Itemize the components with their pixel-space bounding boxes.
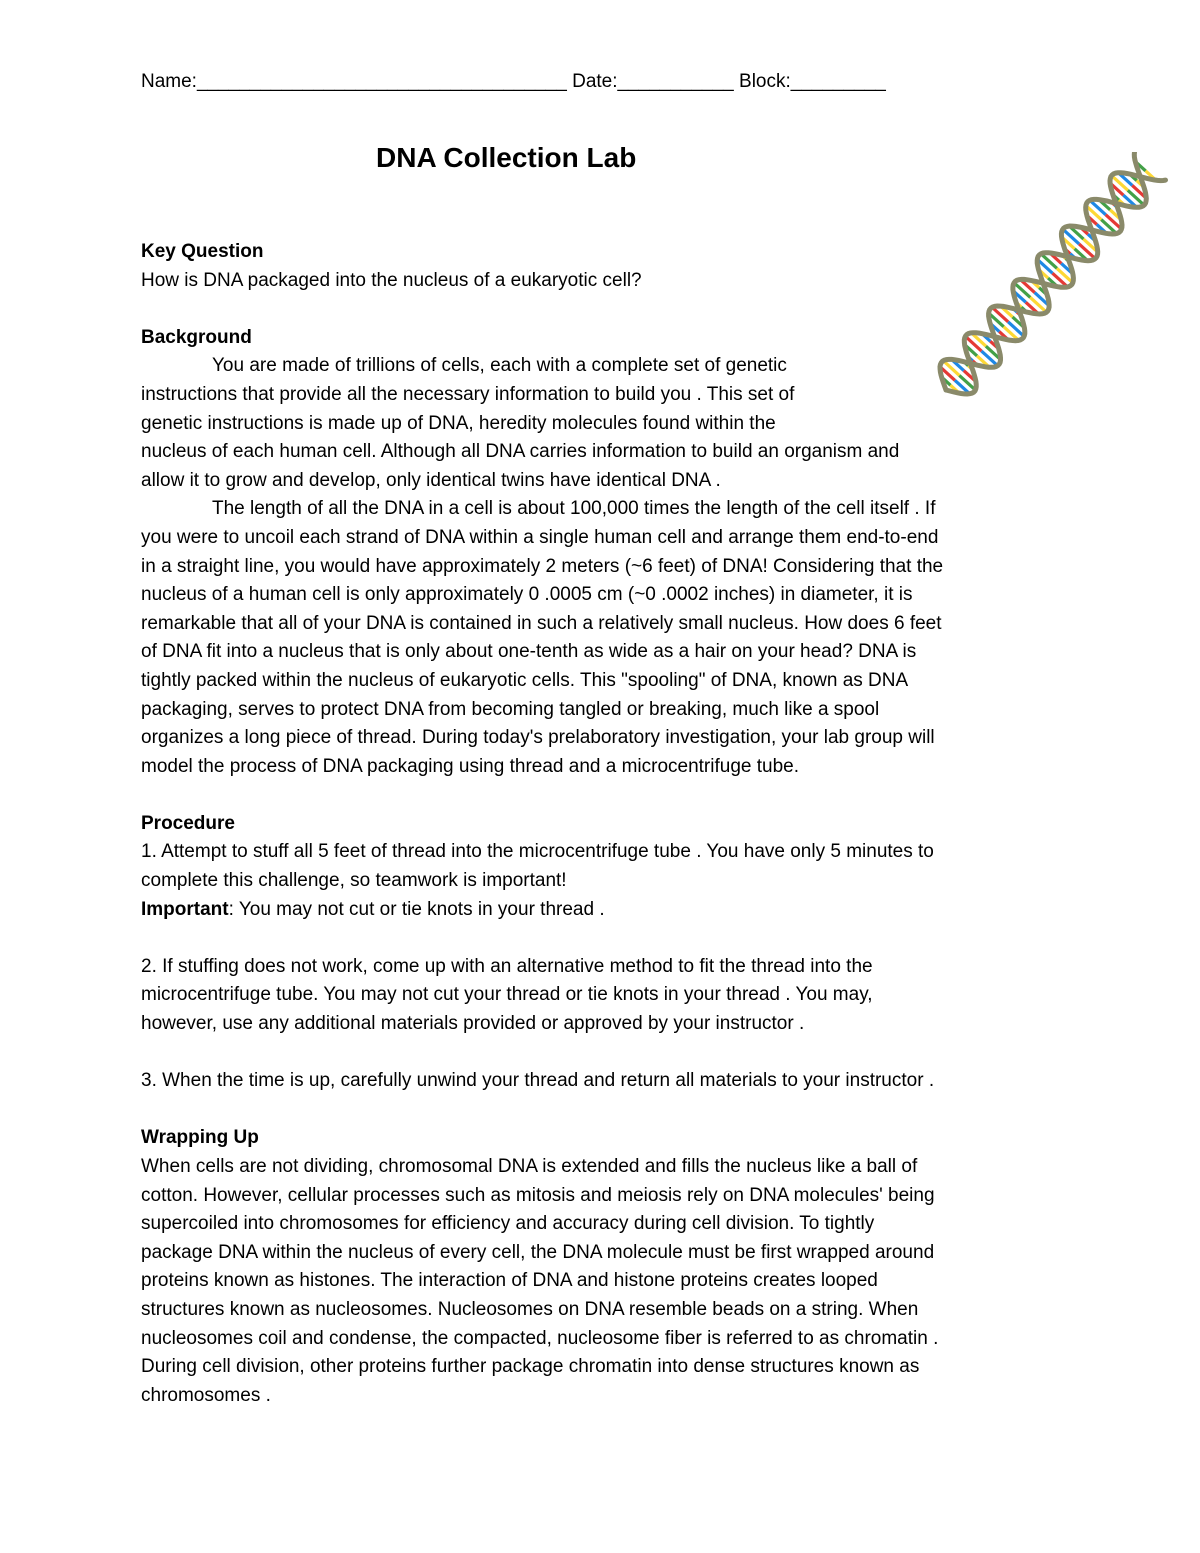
student-info-line — [141, 71, 886, 93]
paragraph-line: you were to uncoil each strand of DNA within a single human cell and arrange them end-to-end — [141, 526, 939, 548]
document-body — [141, 238, 1071, 1410]
key-question-heading: Key Question — [141, 241, 264, 262]
key-question-text: How is DNA packaged into the nucleus of a eukaryotic cell? — [141, 269, 642, 291]
procedure-step-3: 3. When the time is up, carefully unwind your thread and return all materials to your instructor . — [141, 1070, 935, 1092]
paragraph-line: proteins known as histones. The interaction of DNA and histone proteins creates looped — [141, 1270, 878, 1292]
paragraph-line: genetic instructions is made up of DNA, heredity molecules found within the — [141, 412, 776, 434]
block-field[interactable]: Block:_________ — [739, 71, 886, 92]
background-paragraph-1 — [141, 352, 1071, 495]
name-field[interactable]: Name:___________________________________ — [141, 71, 567, 92]
paragraph-line: structures known as nucleosomes. Nucleosomes on DNA resemble beads on a string. When — [141, 1298, 919, 1320]
page-title: DNA Collection Lab — [376, 142, 637, 173]
paragraph-line: package DNA within the nucleus of every cell, the DNA molecule must be first wrapped around — [141, 1241, 935, 1263]
paragraph-line: remarkable that all of your DNA is contained in such a relatively small nucleus. How does 6 feet — [141, 612, 942, 634]
important-label: Important — [141, 898, 229, 920]
paragraph-line: however, use any additional materials provided or approved by your instructor . — [141, 1013, 805, 1035]
procedure-step-2 — [141, 953, 1071, 1039]
paragraph-line: model the process of DNA packaging using thread and a microcentrifuge tube. — [141, 755, 799, 777]
paragraph-line: allow it to grow and develop, only identical twins have identical DNA . — [141, 469, 721, 491]
paragraph-line: instructions that provide all the necessary information to build you . This set of — [141, 383, 795, 405]
paragraph-line: cotton. However, cellular processes such as mitosis and meiosis rely on DNA molecules' being — [141, 1184, 935, 1206]
paragraph-line: chromosomes . — [141, 1384, 271, 1406]
paragraph-line: complete this challenge, so teamwork is important! — [141, 870, 567, 892]
procedure-step-1 — [141, 838, 1071, 895]
paragraph-line: When cells are not dividing, chromosomal DNA is extended and fills the nucleus like a ball of — [141, 1156, 918, 1177]
paragraph-line: You are made of trillions of cells, each with a complete set of genetic — [212, 355, 787, 377]
paragraph-line: nucleosomes coil and condense, the compacted, nucleosome fiber is referred to as chromatin . — [141, 1327, 939, 1349]
paragraph-line: of DNA fit into a nucleus that is only about one-tenth as wide as a hair on your head? DNA is — [141, 641, 917, 663]
paragraph-line: packaging, serves to protect DNA from becoming tangled or breaking, much like a spool — [141, 698, 880, 720]
procedure-heading: Procedure — [141, 812, 235, 834]
background-paragraph-2 — [141, 495, 1071, 781]
wrapping-up-heading: Wrapping Up — [141, 1127, 259, 1149]
paragraph-line: organizes a long piece of thread. During today's prelaboratory investigation, your lab group will — [141, 727, 935, 749]
wrapping-up-paragraph — [141, 1153, 1071, 1410]
paragraph-line: During cell division, other proteins further package chromatin into dense structures known as — [141, 1356, 920, 1378]
background-heading: Background — [141, 326, 252, 348]
paragraph-line: nucleus of a human cell is only approximately 0 .0005 cm (~0 .0002 inches) in diameter, it is — [141, 584, 913, 606]
paragraph-line: microcentrifuge tube. You may not cut your thread or tie knots in your thread . You may, — [141, 984, 873, 1006]
paragraph-line: tightly packed within the nucleus of eukaryotic cells. This "spooling" of DNA, known as DNA — [141, 669, 909, 691]
paragraph-line: nucleus of each human cell. Although all DNA carries information to build an organism and — [141, 441, 900, 463]
paragraph-line: in a straight line, you would have approximately 2 meters (~6 feet) of DNA! Considering that the — [141, 555, 944, 577]
paragraph-line: 1. Attempt to stuff all 5 feet of thread into the microcentrifuge tube . You have only 5 minutes to — [141, 841, 934, 863]
important-note — [141, 896, 1071, 925]
important-text: : You may not cut or tie knots in your thread . — [228, 898, 605, 920]
date-field[interactable]: Date:___________ — [572, 71, 734, 92]
paragraph-line: 2. If stuffing does not work, come up with an alternative method to fit the thread into the — [141, 955, 873, 977]
paragraph-line: The length of all the DNA in a cell is about 100,000 times the length of the cell itself . If — [212, 498, 936, 520]
paragraph-line: supercoiled into chromosomes for efficiency and accuracy during cell division. To tightly — [141, 1213, 875, 1235]
